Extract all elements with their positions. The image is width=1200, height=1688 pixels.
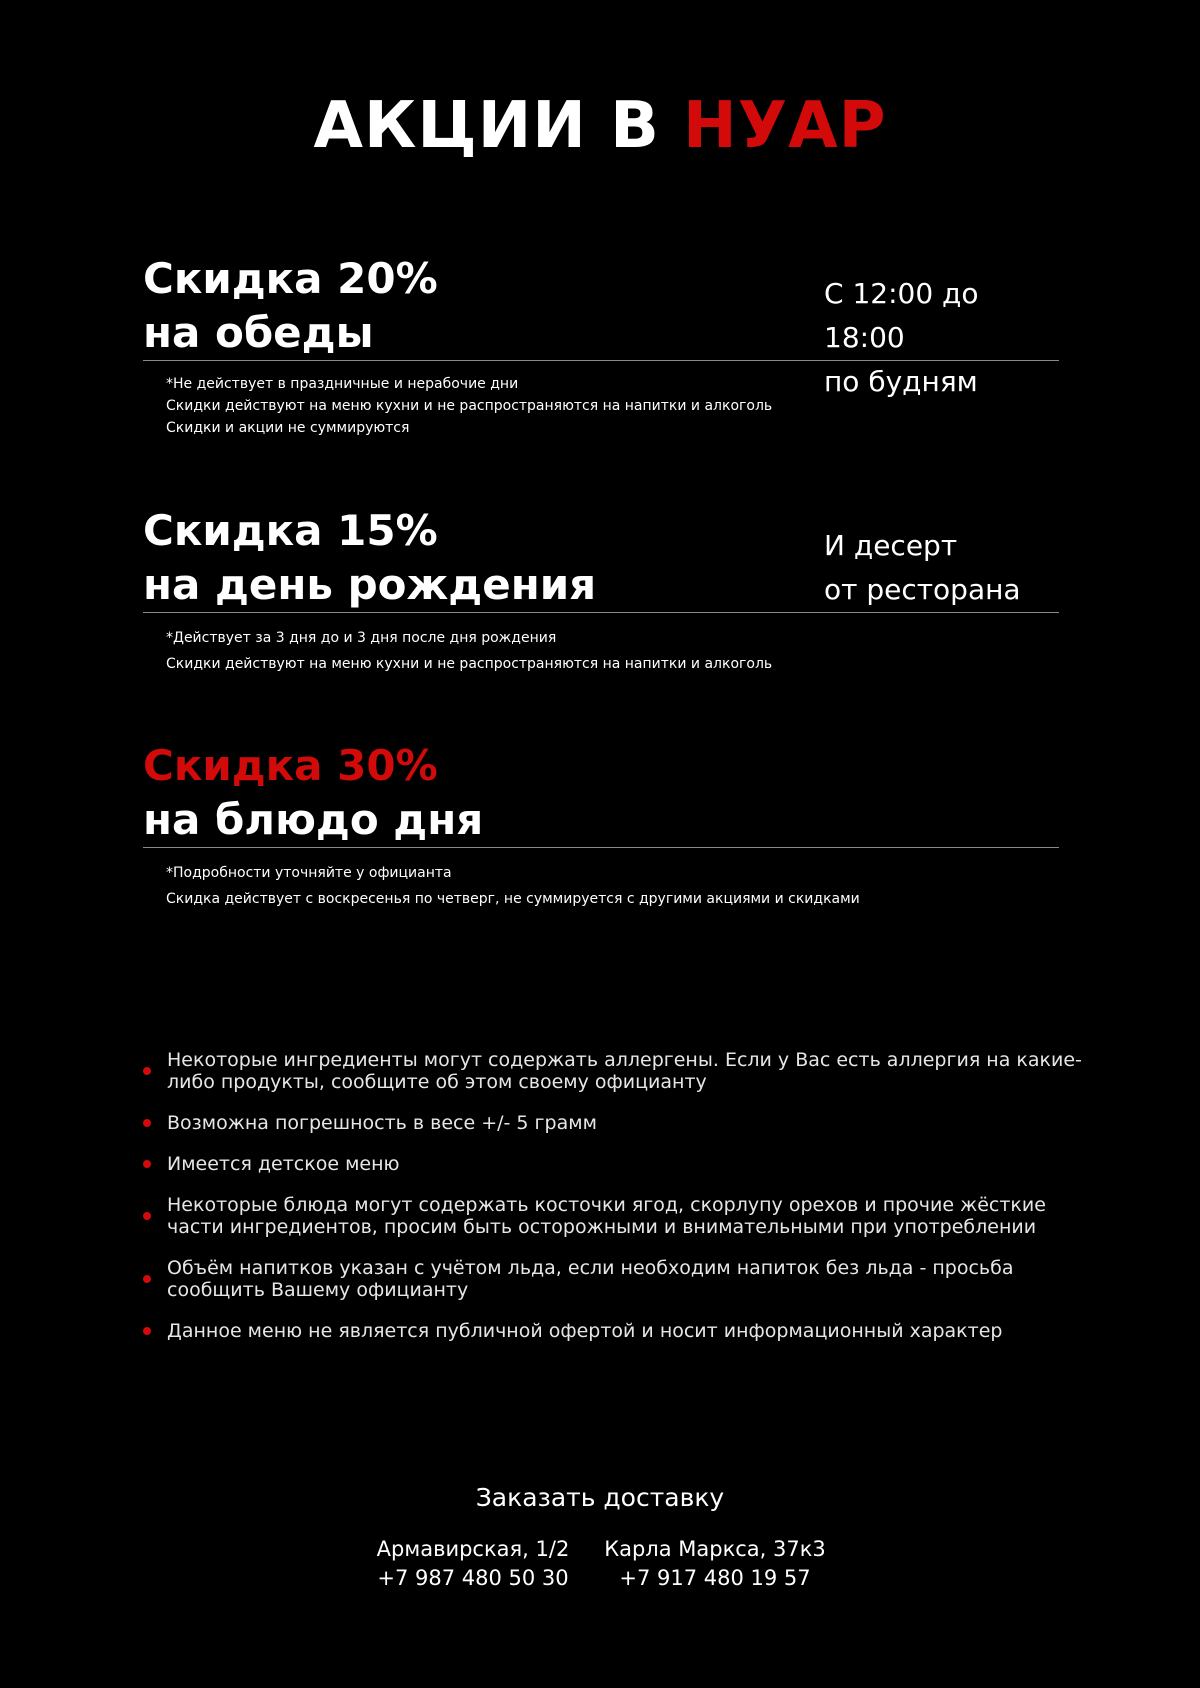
bullet-dot-icon xyxy=(143,1327,151,1335)
location-address: Карла Маркса, 37к3 xyxy=(604,1537,826,1561)
location-address: Армавирская, 1/2 xyxy=(376,1537,570,1561)
offer-title xyxy=(143,739,1059,847)
offer-conditions xyxy=(824,524,1021,612)
bullet-dot-icon xyxy=(143,1275,151,1283)
location-armavirskaya xyxy=(343,1535,603,1593)
info-item xyxy=(143,1153,1083,1175)
offer-conditions-line-1: С 12:00 до 18:00 xyxy=(824,277,979,354)
info-item xyxy=(143,1049,1083,1093)
offer-notes xyxy=(166,613,1059,677)
info-text: Данное меню не является публичной офертой и носит информационный характер xyxy=(167,1320,1003,1342)
offer-header xyxy=(143,739,1059,847)
info-text: Имеется детское меню xyxy=(167,1153,400,1175)
offer-note: *Подробности уточняйте у официанта xyxy=(166,865,452,881)
offer-note: Скидки действуют на меню кухни и не распространяются на напитки и алкоголь xyxy=(166,656,773,672)
info-text: Некоторые блюда могут содержать косточки ягод, скорлупу орехов и прочие жёсткие части ингредиентов, просим быть осторожными и внимательными при употреблении xyxy=(167,1194,1046,1238)
offer-note: Скидки действуют на меню кухни и не распространяются на напитки и алкоголь xyxy=(166,398,773,414)
offer-conditions-line-2: по будням xyxy=(824,365,978,398)
info-text: Возможна погрешность в весе +/- 5 грамм xyxy=(167,1112,597,1134)
info-item xyxy=(143,1257,1083,1301)
info-item xyxy=(143,1194,1083,1238)
bullet-dot-icon xyxy=(143,1067,151,1075)
offer-title-line-2: на день рождения xyxy=(143,560,597,609)
info-item xyxy=(143,1320,1083,1342)
location-karla-marksa xyxy=(585,1535,845,1593)
info-list xyxy=(143,1049,1083,1361)
offer-note: *Действует за 3 дня до и 3 дня после дня рождения xyxy=(166,630,557,646)
offer-dish-of-day xyxy=(143,739,1059,912)
offer-header xyxy=(143,504,1059,612)
offer-title-line-1: Скидка 30% xyxy=(143,741,438,790)
delivery-heading: Заказать доставку xyxy=(475,1483,725,1512)
offer-conditions xyxy=(824,272,1059,404)
offer-title-line-2: на обеды xyxy=(143,308,374,357)
title-brand: НУАР xyxy=(683,89,887,163)
offer-title-line-2: на блюдо дня xyxy=(143,795,484,844)
info-item xyxy=(143,1112,1083,1134)
location-phone: +7 917 480 19 57 xyxy=(619,1566,811,1590)
offer-note: Скидки и акции не суммируются xyxy=(166,420,410,436)
offer-birthday xyxy=(143,504,1059,677)
offer-note: *Не действует в праздничные и нерабочие дни xyxy=(166,376,519,392)
bullet-dot-icon xyxy=(143,1160,151,1168)
bullet-dot-icon xyxy=(143,1119,151,1127)
info-text: Некоторые ингредиенты могут содержать аллергены. Если у Вас есть аллергия на какие-либо продукты, сообщите об этом своему официанту xyxy=(167,1049,1082,1093)
location-phone: +7 987 480 50 30 xyxy=(377,1566,569,1590)
offer-conditions-line-1: И десерт xyxy=(824,529,958,562)
offer-lunch xyxy=(143,252,1059,439)
info-text: Объём напитков указан с учётом льда, если необходим напиток без льда - просьба сообщить Вашему официанту xyxy=(167,1257,1014,1301)
offer-conditions-line-2: от ресторана xyxy=(824,573,1021,606)
page-title xyxy=(0,90,1200,164)
offer-notes xyxy=(166,848,1059,912)
title-part-1: АКЦИИ В xyxy=(313,89,684,163)
offer-title-line-1: Скидка 20% xyxy=(143,254,438,303)
offer-note: Скидка действует с воскресенья по четверг, не суммируется с другими акциями и скидками xyxy=(166,891,860,907)
offer-title-line-1: Скидка 15% xyxy=(143,506,438,555)
bullet-dot-icon xyxy=(143,1212,151,1220)
